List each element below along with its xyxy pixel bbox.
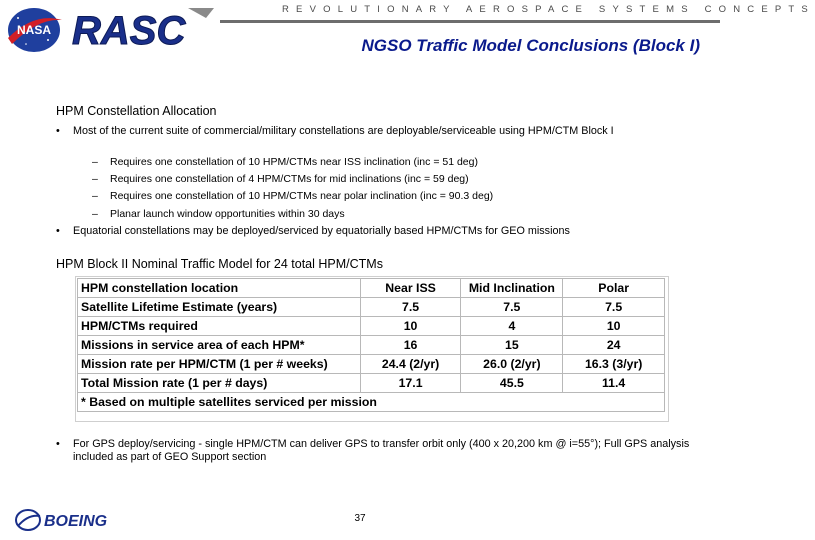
table-cell: 45.5 — [461, 374, 563, 393]
rasc-logo-text: RASC — [72, 9, 186, 53]
table-cell: 11.4 — [563, 374, 665, 393]
traffic-model-table — [77, 278, 665, 412]
dash-symbol: – — [92, 156, 98, 168]
bullet-symbol: • — [56, 438, 60, 450]
header-tagline: REVOLUTIONARY AEROSPACE SYSTEMS CONCEPTS — [282, 4, 815, 15]
table-cell: Total Mission rate (1 per # days) — [78, 374, 361, 393]
table-cell: 24.4 (2/yr) — [360, 355, 461, 374]
sub-bullet-text: Planar launch window opportunities within 30 days — [110, 208, 345, 220]
nasa-logo — [4, 4, 64, 56]
table-cell: Mission rate per HPM/CTM (1 per # weeks) — [78, 355, 361, 374]
table-cell: 26.0 (2/yr) — [461, 355, 563, 374]
section-title-constellation: HPM Constellation Allocation — [56, 104, 217, 118]
table-cell: 16 — [360, 336, 461, 355]
slide-title: NGSO Traffic Model Conclusions (Block I) — [361, 36, 700, 55]
table-cell: 10 — [563, 317, 665, 336]
table-row — [78, 298, 665, 317]
dash-symbol: – — [92, 173, 98, 185]
rasc-logo — [68, 4, 218, 54]
table-cell: 17.1 — [360, 374, 461, 393]
table-header-row — [78, 279, 665, 298]
table-cell: 16.3 (3/yr) — [563, 355, 665, 374]
header-rule — [220, 20, 720, 23]
boeing-logo — [12, 506, 142, 534]
table-cell: 4 — [461, 317, 563, 336]
table-row — [78, 336, 665, 355]
bullet-symbol: • — [56, 125, 60, 137]
table-row — [78, 374, 665, 393]
table-cell: 24 — [563, 336, 665, 355]
table-header-cell: Polar — [563, 279, 665, 298]
table-cell: Missions in service area of each HPM* — [78, 336, 361, 355]
section-title-traffic-model: HPM Block II Nominal Traffic Model for 24 total HPM/CTMs — [56, 257, 383, 271]
page-number: 37 — [354, 513, 366, 524]
sub-bullet-text: Requires one constellation of 10 HPM/CTMs near polar inclination (inc = 90.3 deg) — [110, 190, 494, 202]
nasa-logo-text: NASA — [16, 23, 52, 37]
bullet-symbol: • — [56, 225, 60, 237]
table-footnote-row — [78, 393, 665, 412]
table-cell: 10 — [360, 317, 461, 336]
table-cell: 15 — [461, 336, 563, 355]
table-cell: 7.5 — [360, 298, 461, 317]
table-cell: HPM/CTMs required — [78, 317, 361, 336]
table-row — [78, 355, 665, 374]
table-footnote: * Based on multiple satellites serviced per mission — [78, 393, 665, 412]
table-header-cell: HPM constellation location — [78, 279, 361, 298]
bullet-text: Equatorial constellations may be deployed/serviced by equatorially based HPM/CTMs for GEO missions — [73, 225, 570, 237]
dash-symbol: – — [92, 208, 98, 220]
table-cell: Satellite Lifetime Estimate (years) — [78, 298, 361, 317]
boeing-logo-text: BOEING — [44, 513, 108, 530]
dash-symbol: – — [92, 190, 98, 202]
table-header-cell: Near ISS — [360, 279, 461, 298]
table-cell: 7.5 — [461, 298, 563, 317]
table-row — [78, 317, 665, 336]
table-cell: 7.5 — [563, 298, 665, 317]
bullet-text: For GPS deploy/servicing - single HPM/CTM can deliver GPS to transfer orbit only (400 x 20,200 km @ i=55°); Full GPS analysis included as part of GEO Support section — [73, 438, 690, 463]
bullet-text: Most of the current suite of commercial/military constellations are deployable/serviceable using HPM/CTM Block I — [73, 125, 614, 137]
table-header-cell: Mid Inclination — [461, 279, 563, 298]
sub-bullet-text: Requires one constellation of 10 HPM/CTMs near ISS inclination (inc = 51 deg) — [110, 156, 478, 168]
sub-bullet-text: Requires one constellation of 4 HPM/CTMs for mid inclinations (inc = 59 deg) — [110, 173, 469, 185]
